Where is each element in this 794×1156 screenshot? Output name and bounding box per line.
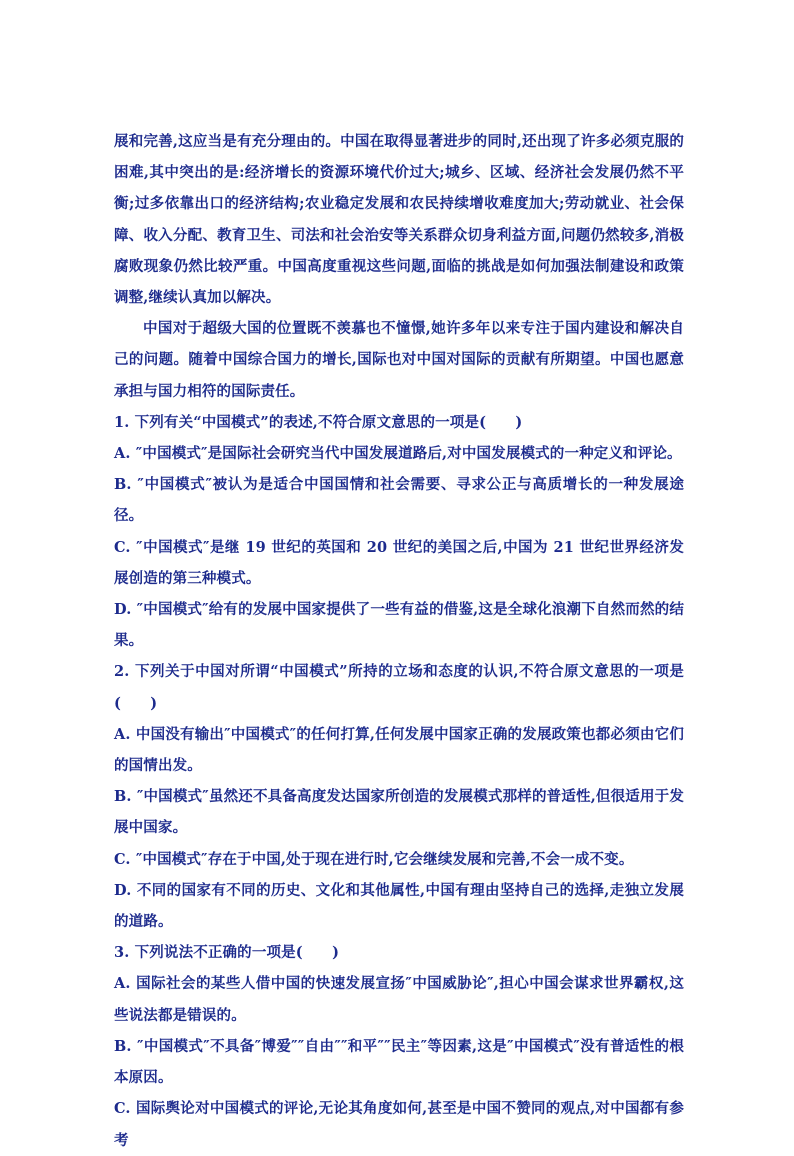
question-1-option-b: B. ″中国模式″被认为是适合中国国情和社会需要、寻求公正与高质增长的一种发展途径。 [114, 476, 684, 525]
question-2-stem: 2. 下列关于中国对所谓“中国模式”所持的立场和态度的认识,不符合原文意思的一项是( ) [114, 663, 684, 712]
question-2-option-c: C. ″中国模式″存在于中国,处于现在进行时,它会继续发展和完善,不会一成不变。 [114, 850, 634, 868]
question-2-option-a: A. 中国没有输出″中国模式″的任何打算,任何发展中国家正确的发展政策也都必须由它们的国情出发。 [114, 725, 684, 775]
question-2-option-b: B. ″中国模式″虽然还不具备高度发达国家所创造的发展模式那样的普适性,但很适用于发展中国家。 [114, 788, 684, 837]
question-1-option-a: A. ″中国模式″是国际社会研究当代中国发展道路后,对中国发展模式的一种定义和评论。 [114, 445, 682, 463]
passage-paragraph-2: 中国对于超级大国的位置既不羡慕也不憧憬,她许多年以来专注于国内建设和解决自己的问题。随着中国综合国力的增长,国际也对中国对国际的贡献有所期望。中国也愿意承担与国力相符的国际责任。 [114, 320, 684, 400]
question-2-option-d: D. 不同的国家有不同的历史、文化和其他属性,中国有理由坚持自己的选择,走独立发展的道路。 [114, 881, 684, 931]
question-1-option-c: C. ″中国模式″是继 19 世纪的英国和 20 世纪的美国之后,中国为 21 世纪世界经济发展创造的第三种模式。 [114, 538, 684, 587]
question-1-stem: 1. 下列有关“中国模式”的表述,不符合原文意思的一项是( ) [114, 413, 523, 431]
question-3-option-c: C. 国际舆论对中国模式的评论,无论其角度如何,甚至是中国不赞同的观点,对中国都有参考 [114, 1100, 684, 1149]
question-1-option-d: D. ″中国模式″给有的发展中国家提供了一些有益的借鉴,这是全球化浪潮下自然而然的结果。 [114, 601, 684, 650]
question-3-option-a: A. 国际社会的某些人借中国的快速发展宣扬″中国威胁论″,担心中国会谋求世界霸权,这些说法都是错误的。 [114, 975, 684, 1024]
question-3-option-b: B. ″中国模式″不具备″博爱″″自由″″和平″″民主″等因素,这是″中国模式″没有普适性的根本原因。 [114, 1037, 684, 1087]
question-3-stem: 3. 下列说法不正确的一项是( ) [114, 944, 340, 962]
passage-paragraph-1: 展和完善,这应当是有充分理由的。中国在取得显著进步的同时,还出现了许多必须克服的困难,其中突出的是:经济增长的资源环境代价过大;城乡、区域、经济社会发展仍然不平衡;过多依靠出口的经济结构;农业稳定发展和农民持续增收难度加大;劳动就业、社会保障、收入分配、教育卫生、司法和社会治安等关系群众切身利益方面,问题仍然较多,消极腐败现象仍然比较严重。中国高度重视这些问题,面临的挑战是如何加强法制建设和政策调整,继续认真加以解决。 [114, 133, 684, 307]
